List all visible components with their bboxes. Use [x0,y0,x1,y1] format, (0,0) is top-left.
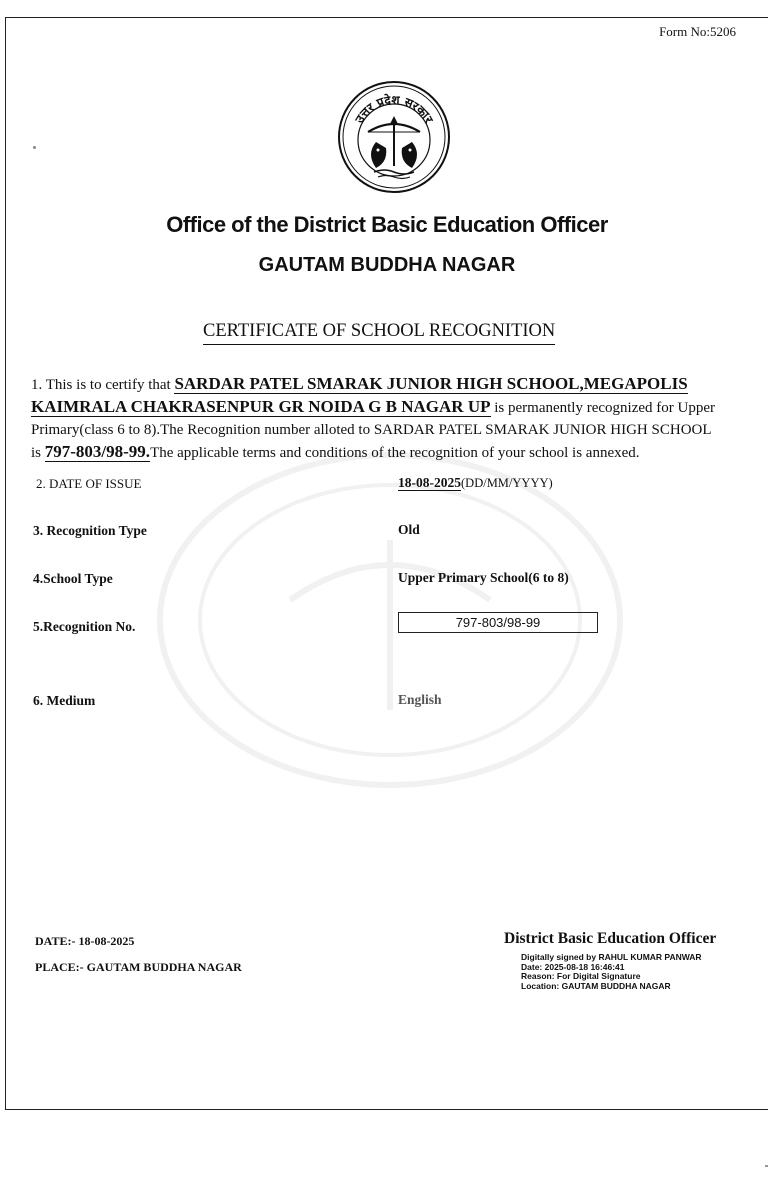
up-government-emblem [336,80,452,194]
school-type-value: Upper Primary School(6 to 8) [398,570,569,585]
school-name-part1: SARDAR PATEL SMARAK JUNIOR HIGH SCHOOL,MEGAPOLIS [174,374,688,393]
certificate-heading: CERTIFICATE OF SCHOOL RECOGNITION [203,321,555,345]
officer-title: District Basic Education Officer [504,930,717,947]
school-name-part2: KAIMRALA CHAKRASENPUR GR NOIDA G B NAGAR UP [31,397,491,416]
date-of-issue-value [398,475,553,491]
emblem-text: उत्तर प्रदेश सरकार [352,92,436,126]
footer-place: PLACE:- GAUTAM BUDDHA NAGAR [35,960,242,974]
paragraph-line-4 [31,441,766,464]
medium-label: 6. Medium [33,693,96,708]
scan-speck [33,146,36,149]
recognition-number-inline: 797-803/98-99. [44,442,151,461]
signature-signed-by: Digitally signed by RAHUL KUMAR PANWAR [521,952,702,962]
footer-date: DATE:- 18-08-2025 [35,934,135,948]
certificate-paragraph [31,373,766,464]
closing-text: The applicable terms and conditions of the recognition of your school is annexed. [150,445,640,461]
date-of-issue-label: 2. DATE OF ISSUE [36,476,142,491]
date-format: (DD/MM/YYYY) [461,476,553,490]
recognition-type-label: 3. Recognition Type [33,523,147,538]
paragraph-line-2 [31,396,766,419]
medium-value: English [398,692,442,707]
district-name: GAUTAM BUDDHA NAGAR [258,254,516,276]
is-text: is [31,445,45,461]
recognized-text: is permanently recognized for Upper [490,400,715,416]
intro-text: 1. This is to certify that [31,377,175,393]
issue-date: 18-08-2025 [398,475,461,490]
recognition-no-label: 5.Recognition No. [33,619,136,634]
signature-location: Location: GAUTAM BUDDHA NAGAR [521,980,671,991]
paragraph-line-3: Primary(class 6 to 8).The Recognition number alloted to SARDAR PATEL SMARAK JUNIOR HIGH SCHOOL [31,422,712,438]
signature-date: Date: 2025-08-18 16:46:41 [521,961,625,972]
recognition-type-value: Old [398,522,420,537]
paragraph-line-1 [31,373,766,396]
signature-reason: Reason: For Digital Signature [521,971,641,981]
office-title: Office of the District Basic Education Officer [166,212,608,237]
recognition-no-value: 797-803/98-99 [398,612,598,633]
digital-signature-block [521,953,702,991]
school-type-label: 4.School Type [33,571,113,586]
form-number: Form No:5206 [659,24,736,39]
